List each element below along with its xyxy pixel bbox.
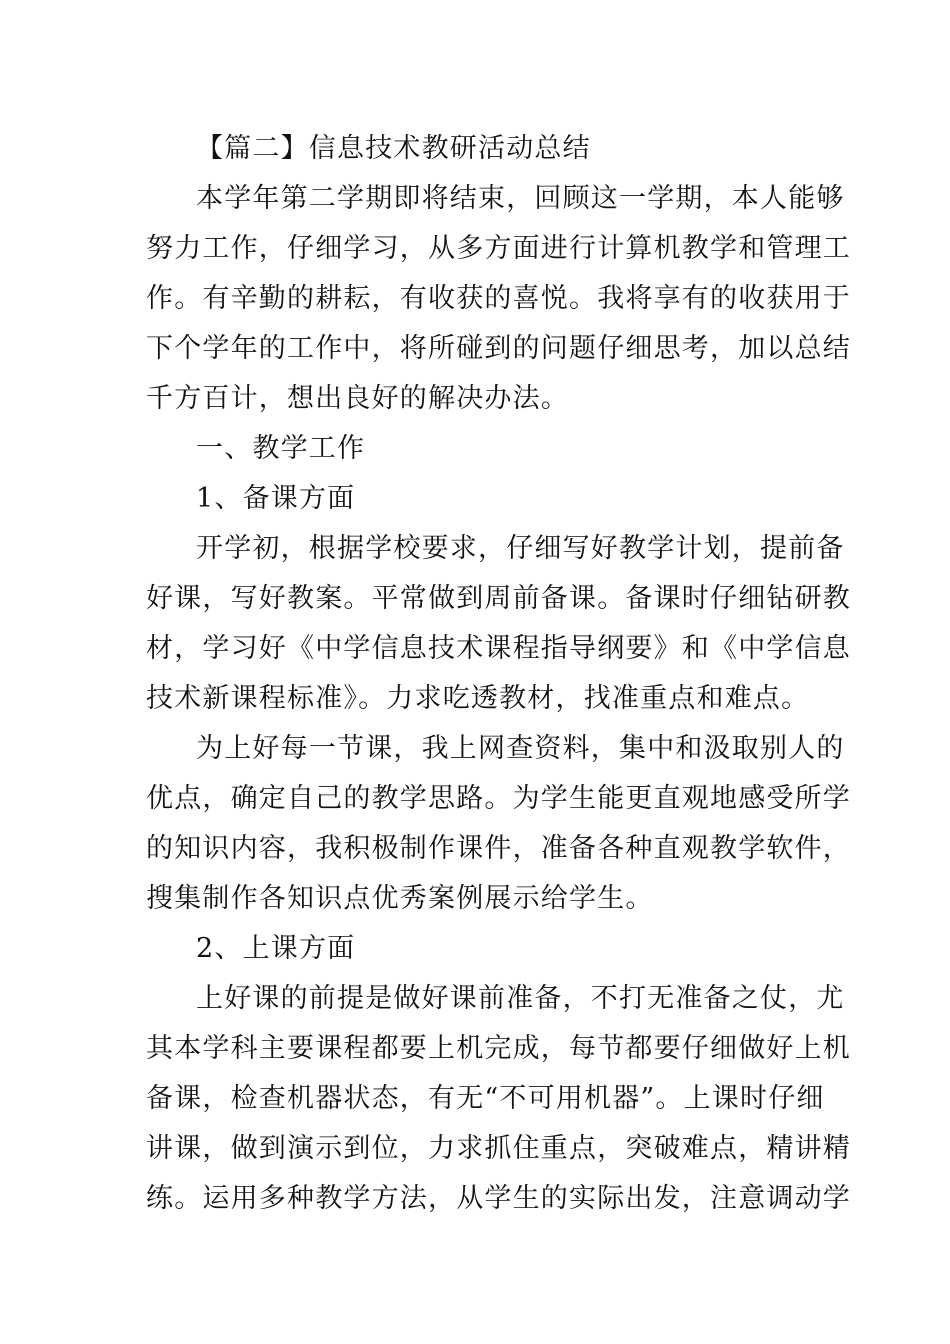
paragraph-line: 为上好每一节课，我上网查资料，集中和汲取别人的 — [196, 733, 845, 764]
subheading-in-class: 2、上课方面 — [196, 933, 356, 964]
paragraph-line: 优点，确定自己的教学思路。为学生能更直观地感受所学 — [146, 783, 851, 814]
paragraph-line: 技术新课程标准》。力求吃透教材，找准重点和难点。 — [146, 683, 810, 714]
heading-teaching-work: 一、教学工作 — [196, 433, 366, 464]
paragraph-line: 好课，写好教案。平常做到周前备课。备课时仔细钻研教 — [146, 583, 851, 614]
paragraph-line: 下个学年的工作中，将所碰到的问题仔细思考，加以总结 — [146, 333, 851, 364]
paragraph-line: 其本学科主要课程都要上机完成，每节都要仔细做好上机 — [146, 1033, 851, 1064]
paragraph-line: 开学初，根据学校要求，仔细写好教学计划，提前备 — [196, 533, 845, 564]
paragraph-line: 的知识内容，我积极制作课件，准备各种直观教学软件， — [146, 833, 851, 864]
paragraph-line: 作。有辛勤的耕耘，有收获的喜悦。我将享有的收获用于 — [146, 283, 851, 314]
paragraph-line: 上好课的前提是做好课前准备，不打无准备之仗，尤 — [196, 983, 845, 1014]
section-title: 【篇二】信息技术教研活动总结 — [196, 133, 591, 164]
paragraph-line: 搜集制作各知识点优秀案例展示给学生。 — [146, 883, 654, 914]
paragraph-line: 千方百计，想出良好的解决办法。 — [146, 383, 569, 414]
paragraph-line: 备课，检查机器状态，有无“不可用机器”。上课时仔细 — [146, 1083, 825, 1114]
paragraph-line: 练。运用多种教学方法，从学生的实际出发，注意调动学 — [146, 1183, 851, 1214]
paragraph-line: 本学年第二学期即将结束，回顾这一学期，本人能够 — [196, 183, 845, 214]
paragraph-line: 努力工作，仔细学习，从多方面进行计算机教学和管理工 — [146, 233, 851, 264]
paragraph-line: 讲课，做到演示到位，力求抓住重点，突破难点，精讲精 — [146, 1133, 851, 1164]
subheading-lesson-prep: 1、备课方面 — [196, 483, 356, 514]
paragraph-line: 材，学习好《中学信息技术课程指导纲要》和《中学信息 — [146, 633, 851, 664]
